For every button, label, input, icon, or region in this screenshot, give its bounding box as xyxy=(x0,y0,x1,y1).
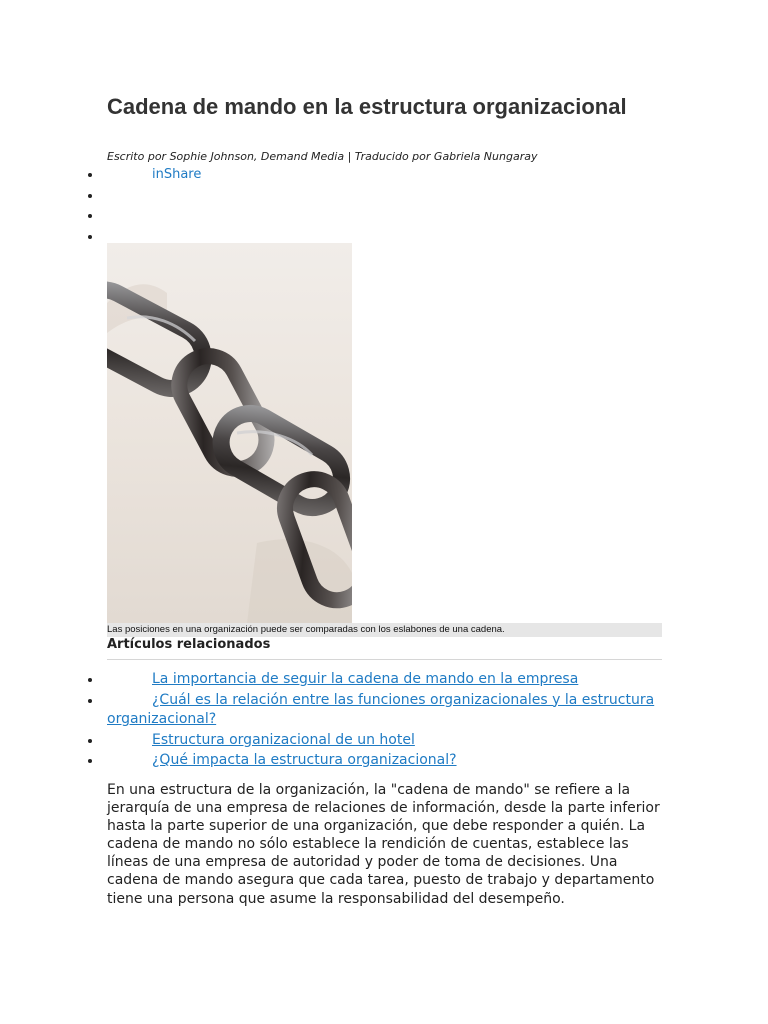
article-byline: Escrito por Sophie Johnson, Demand Media | Traducido por Gabriela Nungaray xyxy=(107,150,538,163)
article-figure xyxy=(107,243,662,637)
related-article-link[interactable]: ¿Qué impacta la estructura organizacional? xyxy=(152,752,457,768)
figure-caption: Las posiciones en una organización puede ser comparadas con los eslabones de una cadena. xyxy=(107,623,662,637)
related-articles-heading: Artículos relacionados xyxy=(107,636,662,660)
related-list-item xyxy=(82,731,672,751)
related-list-item xyxy=(82,751,672,771)
bullet-icon xyxy=(88,214,92,218)
article-body-paragraph: En una estructura de la organización, la "cadena de mando" se refiere a la jerarquía de una empresa de relaciones de información, desde la parte inferior hasta la parte superior de una organización, que debe responder a quién. La cadena de mando no sólo establece la rendición de cuentas, establece las líneas de una empresa de autoridad y poder de toma de decisiones. Una cadena de mando asegura que cada tarea, puesto de trabajo y departamento tiene una persona que asume la responsabilidad del desempeño. xyxy=(107,782,660,907)
bullet-icon xyxy=(88,194,92,198)
bullet-icon xyxy=(88,678,92,682)
related-list-item xyxy=(82,670,672,690)
bullet-icon xyxy=(88,759,92,763)
chain-links-photo xyxy=(107,243,352,623)
bullet-icon xyxy=(88,699,92,703)
bullet-icon xyxy=(88,235,92,239)
related-articles-list xyxy=(82,670,672,772)
related-article-link[interactable]: Estructura organizacional de un hotel xyxy=(152,731,415,748)
related-article-link[interactable]: La importancia de seguir la cadena de mando en la empresa xyxy=(152,671,579,687)
article-title: Cadena de mando en la estructura organizacional xyxy=(107,94,627,119)
bullet-icon xyxy=(88,739,92,743)
related-list-item xyxy=(82,691,672,730)
related-article-link[interactable]: ¿Cuál es la relación entre las funciones organizacionales y la estructura organizacional? xyxy=(107,691,655,727)
bullet-icon xyxy=(88,173,92,177)
inshare-link[interactable]: inShare xyxy=(152,167,202,182)
